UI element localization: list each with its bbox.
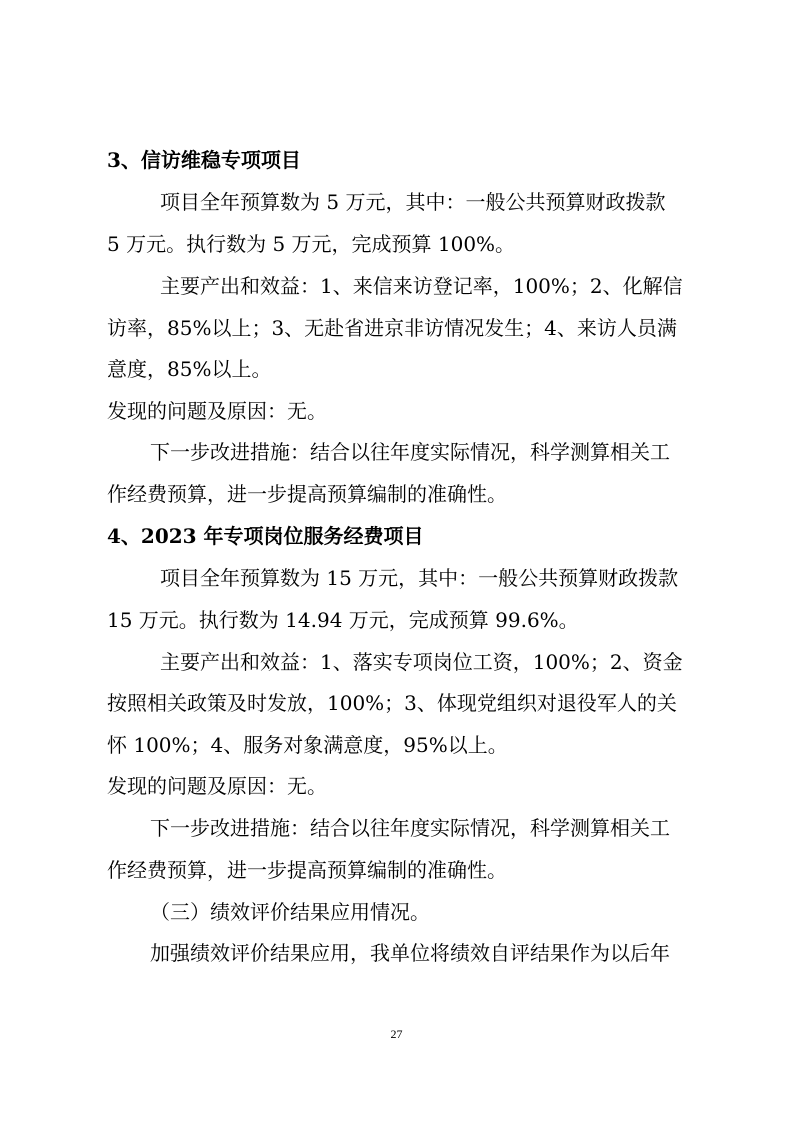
section-4-budget-line-2: 15 万元。执行数为 14.94 万元，完成预算 99.6%。 <box>107 608 579 632</box>
section-3-output-line-1: 主要产出和效益：1、来信来访登记率，100%；2、化解信 <box>160 274 683 298</box>
section-4-output-line-3: 怀 100%；4、服务对象满意度，95%以上。 <box>107 733 508 757</box>
section-4-output-line-2: 按照相关政策及时发放，100%；3、体现党组织对退役军人的关 <box>107 691 677 715</box>
section-3-measures-line-1: 下一步改进措施：结合以往年度实际情况，科学测算相关工 <box>150 440 670 464</box>
section-4-problems: 发现的问题及原因：无。 <box>107 774 327 798</box>
section-3-budget-line-2: 5 万元。执行数为 5 万元，完成预算 100%。 <box>107 232 516 256</box>
section-3-output-line-3: 意度，85%以上。 <box>107 357 272 381</box>
section-3-measures-line-2: 作经费预算，进一步提高预算编制的准确性。 <box>107 482 507 506</box>
section-4-heading: 4、2023 年专项岗位服务经费项目 <box>107 524 424 548</box>
section-4-measures-line-2: 作经费预算，进一步提高预算编制的准确性。 <box>107 858 507 882</box>
section-iii-heading: （三）绩效评价结果应用情况。 <box>150 900 430 924</box>
section-3-budget-line-1: 项目全年预算数为 5 万元，其中：一般公共预算财政拨款 <box>160 190 666 214</box>
section-4-measures-line-1: 下一步改进措施：结合以往年度实际情况，科学测算相关工 <box>150 816 670 840</box>
section-4-budget-line-1: 项目全年预算数为 15 万元，其中：一般公共预算财政拨款 <box>160 566 679 590</box>
section-iii-line-1: 加强绩效评价结果应用，我单位将绩效自评结果作为以后年 <box>150 941 670 965</box>
section-3-problems: 发现的问题及原因：无。 <box>107 399 327 423</box>
section-3-heading: 3、信访维稳专项项目 <box>107 148 301 172</box>
page-number: 27 <box>390 1027 403 1041</box>
section-3-output-line-2: 访率，85%以上；3、无赴省进京非访情况发生；4、来访人员满 <box>107 316 677 340</box>
section-4-output-line-1: 主要产出和效益：1、落实专项岗位工资，100%；2、资金 <box>160 650 683 674</box>
